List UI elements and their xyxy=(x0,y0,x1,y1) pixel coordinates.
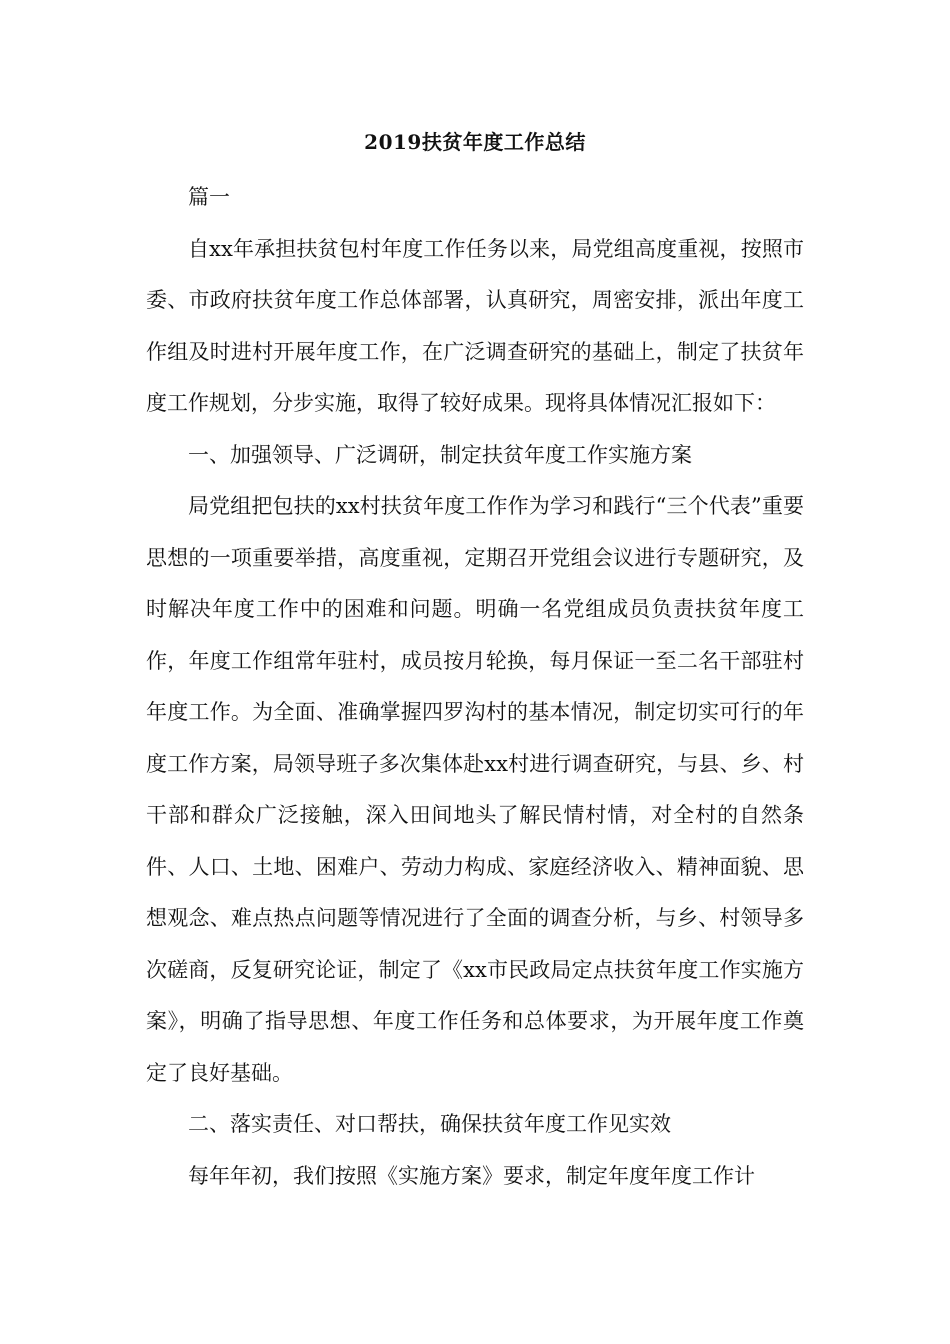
intro-paragraph: 自xx年承担扶贫包村年度工作任务以来，局党组高度重视，按照市委、市政府扶贫年度工作总体部署，认真研究，周密安排，派出年度工作组及时进村开展年度工作，在广泛调查研究的基础上，制定了扶贫年度工作规划，分步实施，取得了较好成果。现将具体情况汇报如下： xyxy=(146,236,804,415)
body-paragraph-2: 每年年初，我们按照《实施方案》要求，制定年度年度工作计 xyxy=(188,1163,755,1188)
document-page xyxy=(146,118,804,1202)
document-title: 2019扶贫年度工作总结 xyxy=(364,130,586,154)
section-heading-1: 一、加强领导、广泛调研，制定扶贫年度工作实施方案 xyxy=(188,442,692,467)
section-label: 篇一 xyxy=(188,185,230,209)
section-heading-2: 二、落实责任、对口帮扶，确保扶贫年度工作见实效 xyxy=(188,1112,671,1136)
body-paragraph-1: 局党组把包扶的xx村扶贫年度工作作为学习和践行“三个代表”重要思想的一项重要举措，高度重视，定期召开党组会议进行专题研究，及时解决年度工作中的困难和问题。明确一名党组成员负责扶贫年度工作，年度工作组常年驻村，成员按月轮换，每月保证一至二名干部驻村年度工作。为全面、准确掌握四罗沟村的基本情况，制定切实可行的年度工作方案，局领导班子多次集体赴xx村进行调查研究，与县、乡、村干部和群众广泛接触，深入田间地头了解民情村情，对全村的自然条件、人口、土地、困难户、劳动力构成、家庭经济收入、精神面貌、思想观念、难点热点问题等情况进行了全面的调查分析，与乡、村领导多次磋商，反复研究论证，制定了《xx市民政局定点扶贫年度工作实施方案》，明确了指导思想、年度工作任务和总体要求，为开展年度工作奠定了良好基础。 xyxy=(146,494,804,1085)
